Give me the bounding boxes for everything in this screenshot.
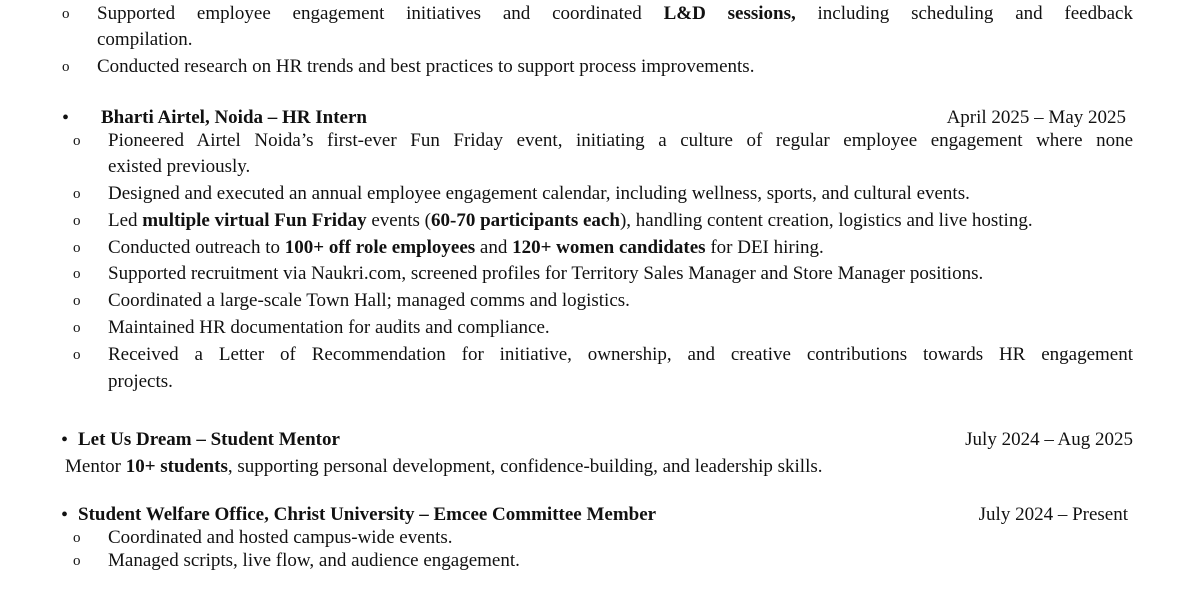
date-range: July 2024 – Aug 2025 (965, 429, 1133, 450)
text: including scheduling and feedback (795, 3, 1133, 24)
bold-text: Student Welfare Office, Christ University – Emcee Committee Member (78, 504, 657, 525)
text: Received a Letter of Recommendation for initiative, ownership, and creative contributions towards HR engagement (108, 344, 1133, 365)
bold-text: Let Us Dream – Student Mentor (78, 429, 340, 450)
bullet-text (65, 456, 823, 478)
text: Conducted research on HR trends and best practices to support process improvements. (97, 56, 755, 77)
date-range: April 2025 – May 2025 (946, 107, 1126, 128)
sub-bullet-icon: o (73, 293, 81, 309)
bullet-text (108, 550, 520, 572)
text: Designed and executed an annual employee engagement calendar, including wellness, sports, and cultural events. (108, 183, 970, 204)
bullet-text (108, 290, 630, 312)
sub-bullet-icon: o (73, 266, 81, 282)
bullet-icon: • (61, 504, 69, 526)
sub-bullet-icon: o (62, 59, 70, 75)
bullet-text (108, 210, 1033, 232)
bullet-text (108, 237, 824, 259)
sub-bullet-icon: o (73, 133, 81, 149)
text: Mentor (65, 456, 126, 477)
bold-text: 10+ students (125, 456, 228, 477)
sub-bullet-icon: o (73, 530, 81, 546)
text: and (475, 237, 513, 258)
sub-bullet-icon: o (62, 6, 70, 22)
bullet-text (108, 263, 983, 285)
date-range: July 2024 – Present (978, 504, 1128, 525)
bullet-icon: • (62, 107, 70, 129)
text: projects. (108, 371, 173, 392)
text: Conducted outreach to (108, 237, 285, 258)
text: Pioneered Airtel Noida’s first-ever Fun Friday event, initiating a culture of regular employee engagement where none (108, 130, 1133, 151)
bullet-text (108, 156, 250, 178)
bullet-text (108, 344, 1133, 366)
text: for DEI hiring. (705, 237, 824, 258)
text: Maintained HR documentation for audits and compliance. (108, 317, 550, 338)
text: , supporting personal development, confidence-building, and leadership skills. (227, 456, 823, 477)
role-heading (101, 107, 367, 129)
text: Managed scripts, live flow, and audience engagement. (108, 550, 520, 571)
bullet-text (97, 56, 754, 78)
bullet-icon: • (61, 429, 69, 451)
role-heading (78, 429, 340, 451)
text: existed previously. (108, 156, 251, 177)
sub-bullet-icon: o (73, 186, 81, 202)
text: Coordinated a large-scale Town Hall; managed comms and logistics. (108, 290, 630, 311)
text: compilation. (97, 29, 193, 50)
bold-text: 60-70 participants each (431, 210, 620, 231)
bullet-text (108, 371, 173, 393)
sub-bullet-icon: o (73, 320, 81, 336)
text: events ( (366, 210, 431, 231)
bullet-text (108, 527, 453, 549)
text: Supported recruitment via Naukri.com, screened profiles for Territory Sales Manager and Store Manager positions. (108, 263, 984, 284)
bold-text: Bharti Airtel, Noida – HR Intern (101, 107, 367, 128)
role-heading (78, 504, 656, 526)
sub-bullet-icon: o (73, 553, 81, 569)
text: ), handling content creation, logistics and live hosting. (619, 210, 1033, 231)
bullet-text (97, 3, 1133, 25)
bullet-text (108, 183, 970, 205)
sub-bullet-icon: o (73, 240, 81, 256)
bold-text: 100+ off role employees (284, 237, 476, 258)
text: Supported employee engagement initiatives and coordinated (97, 3, 664, 24)
text: Coordinated and hosted campus-wide events. (108, 527, 453, 548)
bullet-text (97, 29, 193, 51)
bold-text: L&D sessions, (663, 3, 796, 24)
bullet-text (108, 130, 1133, 152)
sub-bullet-icon: o (73, 213, 81, 229)
bold-text: 120+ women candidates (512, 237, 706, 258)
sub-bullet-icon: o (73, 347, 81, 363)
text: Led (108, 210, 143, 231)
bold-text: multiple virtual Fun Friday (142, 210, 367, 231)
bullet-text (108, 317, 550, 339)
